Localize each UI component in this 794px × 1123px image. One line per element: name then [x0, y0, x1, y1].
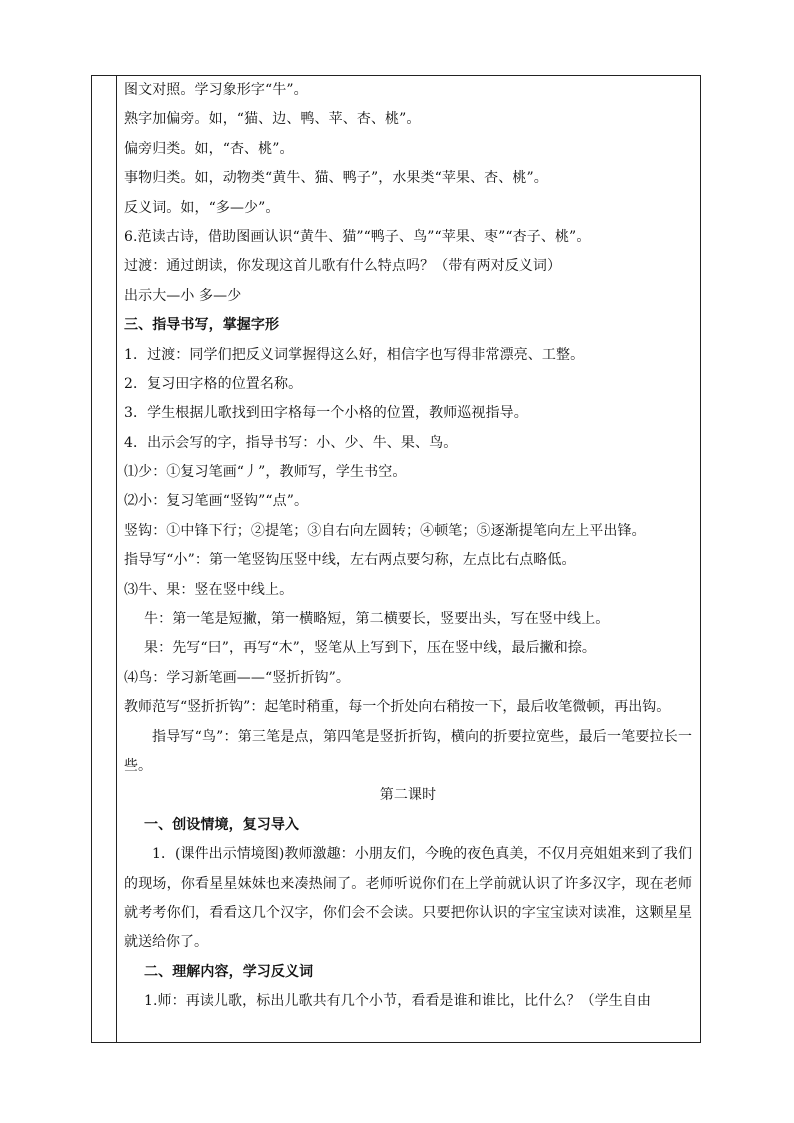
section-heading: 三、指导书写，掌握字形 — [124, 317, 280, 334]
text-line: 1.师：再读儿歌，标出儿歌共有几个小节，看看是谁和谁比，比什么？（学生自由 — [144, 993, 652, 1010]
text-line: ⑵小：复习笔画“竖钩”“点”。 — [124, 493, 309, 510]
text-line: 竖钩：①中锋下行；②提笔；③自右向左圆转；④顿笔；⑤逐渐提笔向左上平出锋。 — [124, 522, 646, 539]
paragraph: 指导写“鸟”：第三笔是点，第四笔是竖折折钩，横向的折要拉宽些，最后一笔要拉长一些。 — [124, 728, 692, 775]
text-line: ⑴少：①复习笔画“丿”，教师写，学生书空。 — [124, 464, 407, 481]
section-heading: 一、创设情境，复习导入 — [144, 816, 300, 833]
lesson-plan-table — [91, 75, 701, 1043]
text-line: 果：先写“曰”，再写“木”，竖笔从上写到下，压在竖中线，最后撇和捺。 — [144, 640, 597, 657]
lesson-period-title: 第二课时 — [379, 787, 437, 804]
text-line: 事物归类。如，动物类“黄牛、猫、鸭子”，水果类“苹果、杏、桃”。 — [124, 170, 548, 187]
text-line: 3．学生根据儿歌找到田字格每一个小格的位置，教师巡视指导。 — [124, 405, 528, 422]
text-line: 熟字加偏旁。如，“猫、边、鸭、苹、杏、桃”。 — [124, 111, 421, 128]
text-line: 2．复习田字格的位置名称。 — [124, 375, 303, 392]
text-line: ⑷鸟：学习新笔画——“竖折折钩”。 — [124, 669, 351, 686]
section-heading: 二、理解内容，学习反义词 — [144, 963, 314, 980]
lesson-content-cell — [117, 76, 700, 1042]
text-line: 出示大—小 多—少 — [124, 287, 242, 304]
paragraph: 1．(课件出示情境图)教师激趣：小朋友们，今晚的夜色真美，不仅月亮姐姐来到了我们的现场，你看星星妹妹也来凑热闹了。老师听说你们在上学前就认识了许多汉字，现在老师就考考你们，看看这几个汉字，你们会不会读。只要把你认识的字宝宝读对读准，这颗星星就送给你了。 — [124, 846, 692, 951]
text-line: 1．过渡：同学们把反义词掌握得这么好，相信字也写得非常漂亮、工整。 — [124, 346, 585, 363]
text-line: 反义词。如，“多—少”。 — [124, 199, 280, 216]
text-line: 牛：第一笔是短撇，第一横略短，第二横要长，竖要出头，写在竖中线上。 — [144, 611, 610, 628]
text-line: 6.范读古诗，借助图画认识“黄牛、猫”“鸭子、鸟”“苹果、枣”“杏子、桃”。 — [124, 228, 591, 245]
text-line: 过渡：通过朗读，你发现这首儿歌有什么特点吗？（带有两对反义词） — [124, 258, 562, 275]
paragraph: 教师范写“竖折折钩”：起笔时稍重，每一个折处向右稍按一下，最后收笔微顿，再出钩。 — [124, 699, 671, 716]
text-line: 偏旁归类。如，“杏、桃”。 — [124, 140, 294, 157]
text-line: 4．出示会写的字，指导书写：小、少、牛、果、鸟。 — [124, 434, 458, 451]
text-line: 图文对照。学习象形字“牛”。 — [124, 82, 308, 98]
text-line: 指导写“小”：第一笔竖钩压竖中线，左右两点要匀称，左点比右点略低。 — [124, 552, 576, 569]
text-line: ⑶牛、果：竖在竖中线上。 — [124, 581, 294, 598]
